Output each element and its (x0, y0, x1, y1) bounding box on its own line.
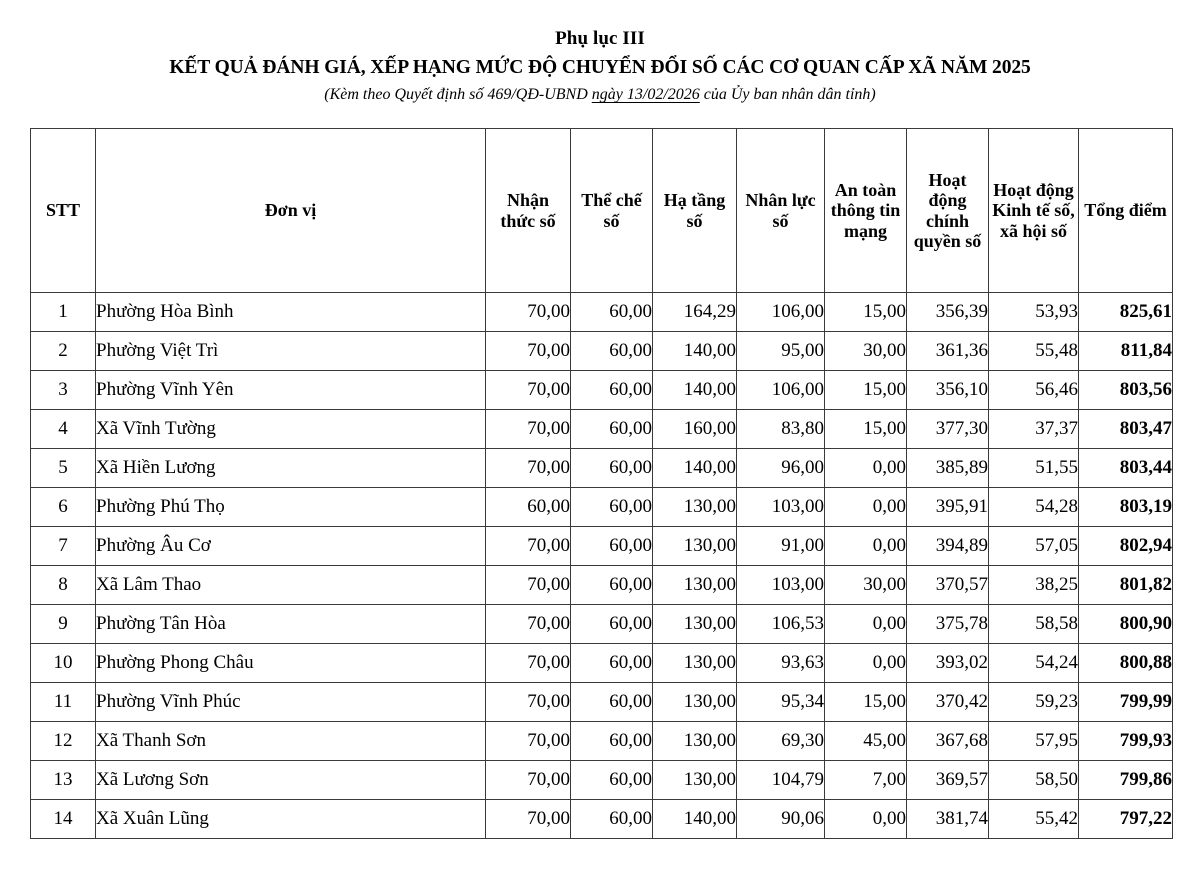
cell-nhan-luc-so: 95,34 (737, 683, 825, 722)
cell-tong-diem: 799,93 (1079, 722, 1173, 761)
cell-unit-name: Phường Tân Hòa (96, 605, 486, 644)
table-row (31, 371, 1173, 410)
cell-nhan-luc-so: 104,79 (737, 761, 825, 800)
results-table-container (30, 128, 1172, 839)
cell-ha-tang-so: 130,00 (653, 566, 737, 605)
cell-tong-diem: 803,19 (1079, 488, 1173, 527)
table-row (31, 293, 1173, 332)
cell-an-toan-thong-tin-mang: 15,00 (825, 683, 907, 722)
cell-ha-tang-so: 130,00 (653, 644, 737, 683)
results-table (30, 128, 1173, 839)
cell-unit-name: Xã Hiền Lương (96, 449, 486, 488)
column-header-ha-tang-so: Hạ tầng số (653, 129, 737, 293)
cell-ha-tang-so: 130,00 (653, 683, 737, 722)
cell-stt: 1 (31, 293, 96, 332)
cell-nhan-thuc-so: 70,00 (486, 605, 571, 644)
cell-nhan-thuc-so: 70,00 (486, 683, 571, 722)
table-row (31, 722, 1173, 761)
cell-unit-name: Xã Lâm Thao (96, 566, 486, 605)
cell-the-che-so: 60,00 (571, 488, 653, 527)
cell-tong-diem: 825,61 (1079, 293, 1173, 332)
cell-stt: 13 (31, 761, 96, 800)
cell-nhan-luc-so: 83,80 (737, 410, 825, 449)
cell-an-toan-thong-tin-mang: 15,00 (825, 293, 907, 332)
cell-tong-diem: 811,84 (1079, 332, 1173, 371)
cell-hoat-dong-kinh-te-xa-hoi-so: 57,95 (989, 722, 1079, 761)
column-header-the-che-so: Thể chế số (571, 129, 653, 293)
cell-the-che-so: 60,00 (571, 722, 653, 761)
cell-hoat-dong-chinh-quyen-so: 361,36 (907, 332, 989, 371)
cell-the-che-so: 60,00 (571, 683, 653, 722)
cell-nhan-thuc-so: 70,00 (486, 761, 571, 800)
cell-hoat-dong-kinh-te-xa-hoi-so: 53,93 (989, 293, 1079, 332)
table-header-row (31, 129, 1173, 293)
cell-stt: 2 (31, 332, 96, 371)
cell-stt: 3 (31, 371, 96, 410)
cell-the-che-so: 60,00 (571, 644, 653, 683)
cell-an-toan-thong-tin-mang: 7,00 (825, 761, 907, 800)
cell-the-che-so: 60,00 (571, 410, 653, 449)
column-header-hoat-dong-kinh-te-xa-hoi-so: Hoạt động Kinh tế số, xã hội số (989, 129, 1079, 293)
cell-the-che-so: 60,00 (571, 332, 653, 371)
cell-ha-tang-so: 140,00 (653, 449, 737, 488)
cell-tong-diem: 800,90 (1079, 605, 1173, 644)
cell-nhan-thuc-so: 60,00 (486, 488, 571, 527)
cell-unit-name: Phường Việt Trì (96, 332, 486, 371)
table-header (31, 129, 1173, 293)
table-row (31, 644, 1173, 683)
cell-hoat-dong-chinh-quyen-so: 356,10 (907, 371, 989, 410)
cell-nhan-thuc-so: 70,00 (486, 527, 571, 566)
column-header-an-toan-thong-tin-mang: An toàn thông tin mạng (825, 129, 907, 293)
table-row (31, 683, 1173, 722)
cell-hoat-dong-chinh-quyen-so: 370,42 (907, 683, 989, 722)
cell-an-toan-thong-tin-mang: 0,00 (825, 644, 907, 683)
table-row (31, 566, 1173, 605)
cell-ha-tang-so: 130,00 (653, 605, 737, 644)
cell-unit-name: Xã Vĩnh Tường (96, 410, 486, 449)
table-row (31, 449, 1173, 488)
cell-hoat-dong-chinh-quyen-so: 385,89 (907, 449, 989, 488)
table-row (31, 527, 1173, 566)
cell-nhan-luc-so: 106,00 (737, 371, 825, 410)
cell-stt: 12 (31, 722, 96, 761)
cell-the-che-so: 60,00 (571, 761, 653, 800)
cell-nhan-thuc-so: 70,00 (486, 410, 571, 449)
table-row (31, 488, 1173, 527)
cell-tong-diem: 803,56 (1079, 371, 1173, 410)
cell-nhan-thuc-so: 70,00 (486, 644, 571, 683)
cell-the-che-so: 60,00 (571, 800, 653, 839)
cell-unit-name: Xã Lương Sơn (96, 761, 486, 800)
cell-unit-name: Phường Vĩnh Yên (96, 371, 486, 410)
cell-an-toan-thong-tin-mang: 0,00 (825, 605, 907, 644)
cell-hoat-dong-kinh-te-xa-hoi-so: 54,24 (989, 644, 1079, 683)
cell-nhan-thuc-so: 70,00 (486, 371, 571, 410)
cell-an-toan-thong-tin-mang: 45,00 (825, 722, 907, 761)
cell-unit-name: Phường Hòa Bình (96, 293, 486, 332)
subtitle-decision-number: 469 (487, 86, 512, 104)
cell-ha-tang-so: 130,00 (653, 722, 737, 761)
cell-stt: 11 (31, 683, 96, 722)
cell-ha-tang-so: 130,00 (653, 527, 737, 566)
cell-nhan-luc-so: 91,00 (737, 527, 825, 566)
cell-tong-diem: 797,22 (1079, 800, 1173, 839)
cell-nhan-thuc-so: 70,00 (486, 722, 571, 761)
cell-nhan-luc-so: 103,00 (737, 566, 825, 605)
cell-stt: 8 (31, 566, 96, 605)
cell-hoat-dong-chinh-quyen-so: 375,78 (907, 605, 989, 644)
cell-hoat-dong-chinh-quyen-so: 370,57 (907, 566, 989, 605)
cell-nhan-luc-so: 93,63 (737, 644, 825, 683)
cell-stt: 7 (31, 527, 96, 566)
page-title: KẾT QUẢ ĐÁNH GIÁ, XẾP HẠNG MỨC ĐỘ CHUYỂN ĐỔI SỐ CÁC CƠ QUAN CẤP XÃ NĂM 2025 (169, 56, 1031, 78)
cell-stt: 6 (31, 488, 96, 527)
cell-unit-name: Phường Phú Thọ (96, 488, 486, 527)
cell-hoat-dong-chinh-quyen-so: 356,39 (907, 293, 989, 332)
cell-unit-name: Phường Âu Cơ (96, 527, 486, 566)
document-subtitle (0, 85, 1200, 105)
cell-hoat-dong-kinh-te-xa-hoi-so: 55,48 (989, 332, 1079, 371)
cell-an-toan-thong-tin-mang: 0,00 (825, 527, 907, 566)
cell-unit-name: Xã Thanh Sơn (96, 722, 486, 761)
table-row (31, 410, 1173, 449)
cell-nhan-luc-so: 106,00 (737, 293, 825, 332)
cell-tong-diem: 800,88 (1079, 644, 1173, 683)
cell-hoat-dong-chinh-quyen-so: 394,89 (907, 527, 989, 566)
cell-hoat-dong-kinh-te-xa-hoi-so: 58,58 (989, 605, 1079, 644)
cell-tong-diem: 803,47 (1079, 410, 1173, 449)
cell-unit-name: Xã Xuân Lũng (96, 800, 486, 839)
cell-nhan-thuc-so: 70,00 (486, 293, 571, 332)
title-block (0, 0, 1200, 105)
cell-ha-tang-so: 164,29 (653, 293, 737, 332)
table-body (31, 293, 1173, 839)
column-header-nhan-thuc-so: Nhận thức số (486, 129, 571, 293)
cell-nhan-luc-so: 103,00 (737, 488, 825, 527)
cell-nhan-luc-so: 95,00 (737, 332, 825, 371)
cell-ha-tang-so: 140,00 (653, 800, 737, 839)
cell-nhan-thuc-so: 70,00 (486, 800, 571, 839)
cell-hoat-dong-kinh-te-xa-hoi-so: 57,05 (989, 527, 1079, 566)
column-header-nhan-luc-so: Nhân lực số (737, 129, 825, 293)
cell-hoat-dong-chinh-quyen-so: 369,57 (907, 761, 989, 800)
table-row (31, 332, 1173, 371)
subtitle-prefix: (Kèm theo Quyết định số (324, 86, 488, 104)
cell-an-toan-thong-tin-mang: 0,00 (825, 800, 907, 839)
subtitle-suffix: của Ủy ban nhân dân tỉnh) (699, 86, 876, 104)
cell-tong-diem: 799,99 (1079, 683, 1173, 722)
cell-hoat-dong-chinh-quyen-so: 395,91 (907, 488, 989, 527)
cell-nhan-luc-so: 96,00 (737, 449, 825, 488)
column-header-hoat-dong-chinh-quyen-so: Hoạt động chính quyền số (907, 129, 989, 293)
table-row (31, 800, 1173, 839)
cell-stt: 14 (31, 800, 96, 839)
cell-hoat-dong-chinh-quyen-so: 377,30 (907, 410, 989, 449)
cell-hoat-dong-kinh-te-xa-hoi-so: 38,25 (989, 566, 1079, 605)
cell-an-toan-thong-tin-mang: 15,00 (825, 371, 907, 410)
cell-the-che-so: 60,00 (571, 605, 653, 644)
cell-tong-diem: 801,82 (1079, 566, 1173, 605)
cell-stt: 4 (31, 410, 96, 449)
cell-nhan-luc-so: 106,53 (737, 605, 825, 644)
cell-ha-tang-so: 140,00 (653, 371, 737, 410)
cell-unit-name: Phường Phong Châu (96, 644, 486, 683)
column-header-unit: Đơn vị (96, 129, 486, 293)
cell-hoat-dong-kinh-te-xa-hoi-so: 59,23 (989, 683, 1079, 722)
cell-nhan-luc-so: 69,30 (737, 722, 825, 761)
cell-stt: 9 (31, 605, 96, 644)
cell-an-toan-thong-tin-mang: 0,00 (825, 488, 907, 527)
cell-the-che-so: 60,00 (571, 371, 653, 410)
cell-hoat-dong-kinh-te-xa-hoi-so: 51,55 (989, 449, 1079, 488)
cell-hoat-dong-kinh-te-xa-hoi-so: 37,37 (989, 410, 1079, 449)
cell-ha-tang-so: 130,00 (653, 488, 737, 527)
cell-tong-diem: 803,44 (1079, 449, 1173, 488)
cell-an-toan-thong-tin-mang: 0,00 (825, 449, 907, 488)
column-header-tong-diem: Tổng điểm (1079, 129, 1173, 293)
cell-the-che-so: 60,00 (571, 449, 653, 488)
cell-nhan-thuc-so: 70,00 (486, 566, 571, 605)
cell-the-che-so: 60,00 (571, 527, 653, 566)
cell-hoat-dong-chinh-quyen-so: 393,02 (907, 644, 989, 683)
cell-hoat-dong-chinh-quyen-so: 381,74 (907, 800, 989, 839)
cell-unit-name: Phường Vĩnh Phúc (96, 683, 486, 722)
cell-nhan-thuc-so: 70,00 (486, 449, 571, 488)
cell-an-toan-thong-tin-mang: 30,00 (825, 332, 907, 371)
cell-stt: 5 (31, 449, 96, 488)
cell-tong-diem: 799,86 (1079, 761, 1173, 800)
cell-the-che-so: 60,00 (571, 566, 653, 605)
cell-nhan-thuc-so: 70,00 (486, 332, 571, 371)
cell-an-toan-thong-tin-mang: 30,00 (825, 566, 907, 605)
subtitle-middle: /QĐ-UBND (511, 86, 592, 104)
cell-hoat-dong-chinh-quyen-so: 367,68 (907, 722, 989, 761)
cell-ha-tang-so: 130,00 (653, 761, 737, 800)
cell-hoat-dong-kinh-te-xa-hoi-so: 56,46 (989, 371, 1079, 410)
table-row (31, 605, 1173, 644)
cell-ha-tang-so: 160,00 (653, 410, 737, 449)
cell-hoat-dong-kinh-te-xa-hoi-so: 58,50 (989, 761, 1079, 800)
cell-nhan-luc-so: 90,06 (737, 800, 825, 839)
cell-an-toan-thong-tin-mang: 15,00 (825, 410, 907, 449)
cell-stt: 10 (31, 644, 96, 683)
appendix-label: Phụ lục III (555, 28, 645, 49)
table-row (31, 761, 1173, 800)
cell-tong-diem: 802,94 (1079, 527, 1173, 566)
cell-hoat-dong-kinh-te-xa-hoi-so: 54,28 (989, 488, 1079, 527)
subtitle-date: ngày 13/02/2026 (591, 86, 700, 104)
cell-hoat-dong-kinh-te-xa-hoi-so: 55,42 (989, 800, 1079, 839)
cell-the-che-so: 60,00 (571, 293, 653, 332)
column-header-stt: STT (31, 129, 96, 293)
cell-ha-tang-so: 140,00 (653, 332, 737, 371)
